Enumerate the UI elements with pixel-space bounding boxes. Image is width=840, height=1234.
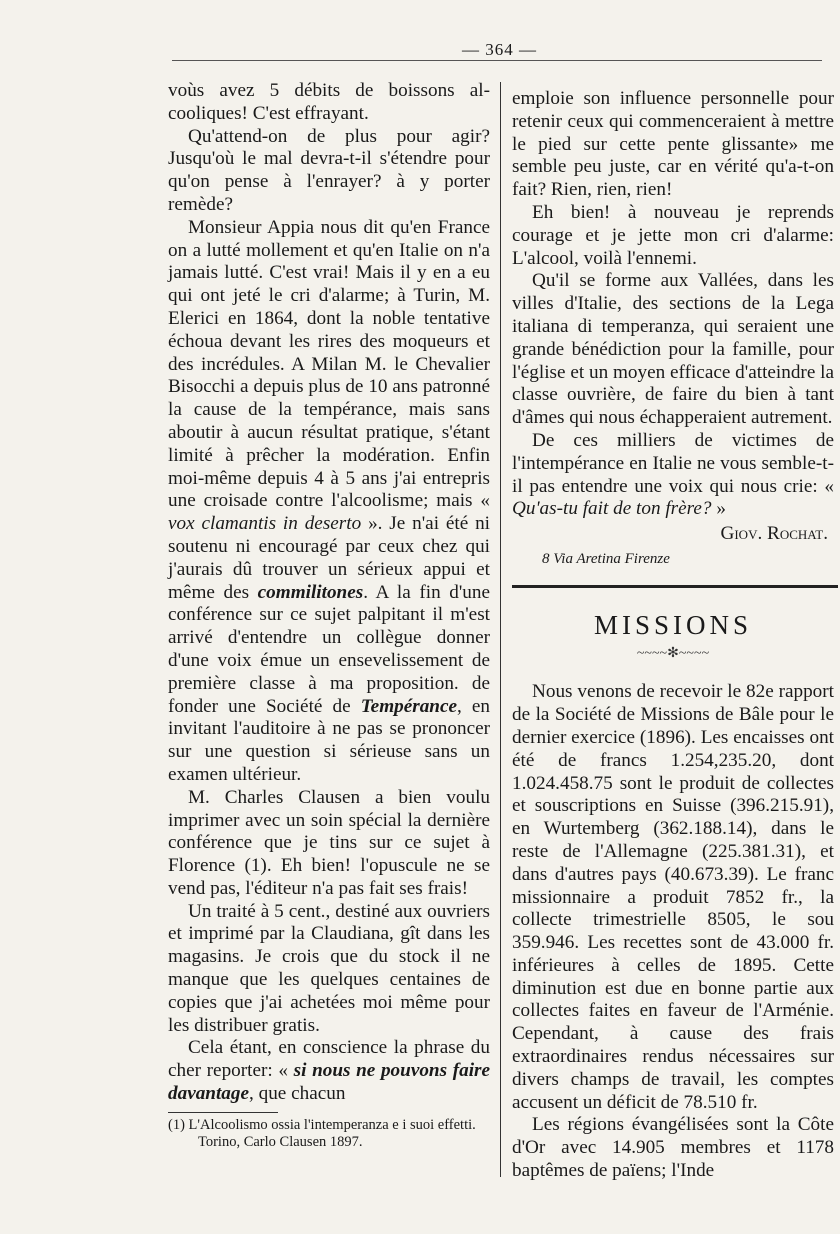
paragraph: Eh bien! à nouveau je reprends courage et je jette mon cri d'alarme: L'alcool, voilà l'ennemi. bbox=[512, 201, 834, 269]
signature: Giov. Rochat. bbox=[720, 523, 828, 545]
latin-word: commilitones bbox=[257, 581, 364, 603]
quoted-phrase: Qu'as-tu fait de ton frère? bbox=[512, 498, 712, 520]
column-divider bbox=[500, 82, 501, 1177]
text-run: Cela étant, en conscience la phrase du cher reporter: « bbox=[168, 1037, 490, 1082]
paragraph: Les régions évangélisées sont la Côte d'Or avec 14.905 membres et 1178 baptêmes de païens; l'Inde bbox=[512, 1114, 834, 1182]
right-column bbox=[512, 88, 834, 1183]
paragraph: M. Charles Clausen a bien voulu imprimer avec un soin spécial la dernière conférence que je tins sur ce sujet à Florence (1). Eh bien! l'opuscule ne se vend pas, l'éditeur n'a pas fait ses frais! bbox=[168, 786, 490, 899]
footnote-rule bbox=[168, 1112, 278, 1113]
text-run: ». Je n'ai été ni soutenu ni encouragé par ceux chez qui j'aurais dû trouver un sérieux appui et même des bbox=[168, 513, 491, 603]
paragraph: Un traité à 5 cent., destiné aux ouvriers et imprimé par la Claudiana, gît dans les magasins. Je crois que du stock il ne manque que les quelques centaines de copies que j'ai achetées moi même pour les distribuer gratis. bbox=[168, 900, 490, 1036]
paragraph bbox=[168, 217, 490, 787]
page-number: — 364 — bbox=[462, 40, 537, 59]
text-run: , que chacun bbox=[249, 1083, 346, 1105]
paragraph: Nous venons de recevoir le 82e rapport de la Société de Missions de Bâle pour le dernier exercice (1896). Les encaisses ont été de francs 1.254,235.20, dont 1.024.458.75 sont le produit de collectes et souscriptions en Suisse (396.215.91), en Wurtemberg (362.188.14), dans le reste de l'Allemagne (225.381.31), et dans d'autres pays (40.673.39). Le franc missionnaire a produit 7852 fr., la collecte trimestrielle 8505, le sou 359.946. Les recettes sont de 43.000 fr. inférieures à celles de 1895. Cette diminution est due en bonne partie aux collectes faites en faveur de l'Arménie. Cependant, à cause des frais extraordinaires rendus nécessaires sur divers champs de travail, les comptes accusent un déficit de 78.510 fr. bbox=[512, 681, 834, 1113]
footnote-continuation: Torino, Carlo Clausen 1897. bbox=[198, 1133, 363, 1150]
emphasized-word: Tempérance bbox=[360, 695, 457, 717]
text-run: , en invitant l'auditoire à ne pas se prononcer sur une question si sérieuse sans un examen ultérieur. bbox=[168, 695, 490, 785]
footnote: (1) L'Alcoolismo ossia l'intemperanza e i suoi effetti. bbox=[168, 1116, 476, 1133]
paragraph bbox=[168, 1037, 490, 1105]
ornament: ~~~~✻~~~~ bbox=[636, 645, 710, 661]
paragraph: Qu'attend-on de plus pour agir? Jusqu'où le mal devra-t-il s'étendre pour qu'on pense à l'enrayer? à y porter remède? bbox=[168, 125, 490, 215]
section-title: MISSIONS bbox=[593, 609, 753, 640]
paragraph: Qu'il se forme aux Vallées, dans les villes d'Italie, des sections de la Lega italiana di temperanza, qui seraient une grande bénédiction pour la famille, pour l'église et un moyen efficace d'atteindre la classe ouvrière, de faire du bien à tant d'âmes qui nous échapperaient autrement. bbox=[512, 270, 834, 429]
footnotes bbox=[168, 1117, 490, 1151]
paragraph: voùs avez 5 débits de boissons al-cooliques! C'est effrayant. bbox=[168, 80, 490, 124]
latin-quote: vox clamantis in deserto bbox=[168, 513, 362, 535]
text-run: De ces milliers de victimes de l'intempérance en Italie ne vous semble-t-il pas entendre une voix qui nous crie: « bbox=[512, 429, 834, 497]
text-run: Monsieur Appia nous dit qu'en France on a lutté mollement et qu'en Italie on n'a jamais lutté. C'est vrai! Mais il y en a eu qui ont jeté le cri d'alarme; à Turin, M. Elerici en 1864, dont la noble tentative échoua devant les rires des moqueurs et des incrédules. A Milan M. le Chevalier Bisocchi a depuis plus de 10 ans patronné la cause de la tempérance, mais sans aboutir à aucun résultat pratique, s'étant limité à prêcher la modération. Enfin moi-même depuis 4 à 5 ans j'ai entrepris une croisade contre l'alcoolisme; mais « bbox=[168, 216, 490, 512]
left-column bbox=[168, 80, 490, 1151]
text-run: . A la fin d'une conférence sur ce sujet palpitant il m'est arrivé d'entendre un collègue donner d'une voix émue un ensevelissement de première classe à ma proposition. de fonder une Société de bbox=[168, 581, 491, 717]
paragraph bbox=[512, 430, 834, 521]
quoted-phrase: si nous ne pouvons faire davantage bbox=[168, 1060, 491, 1105]
section-rule bbox=[512, 585, 838, 588]
text-run: » bbox=[716, 498, 726, 520]
header-rule bbox=[172, 60, 822, 61]
address: 8 Via Aretina Firenze bbox=[542, 550, 670, 567]
paragraph: emploie son influence personnelle pour retenir ceux qui commenceraient à mettre le pied sur cette pente glissante» me semble peu juste, car en vérité qu'a-t-on fait? Rien, rien, rien! bbox=[512, 88, 834, 201]
